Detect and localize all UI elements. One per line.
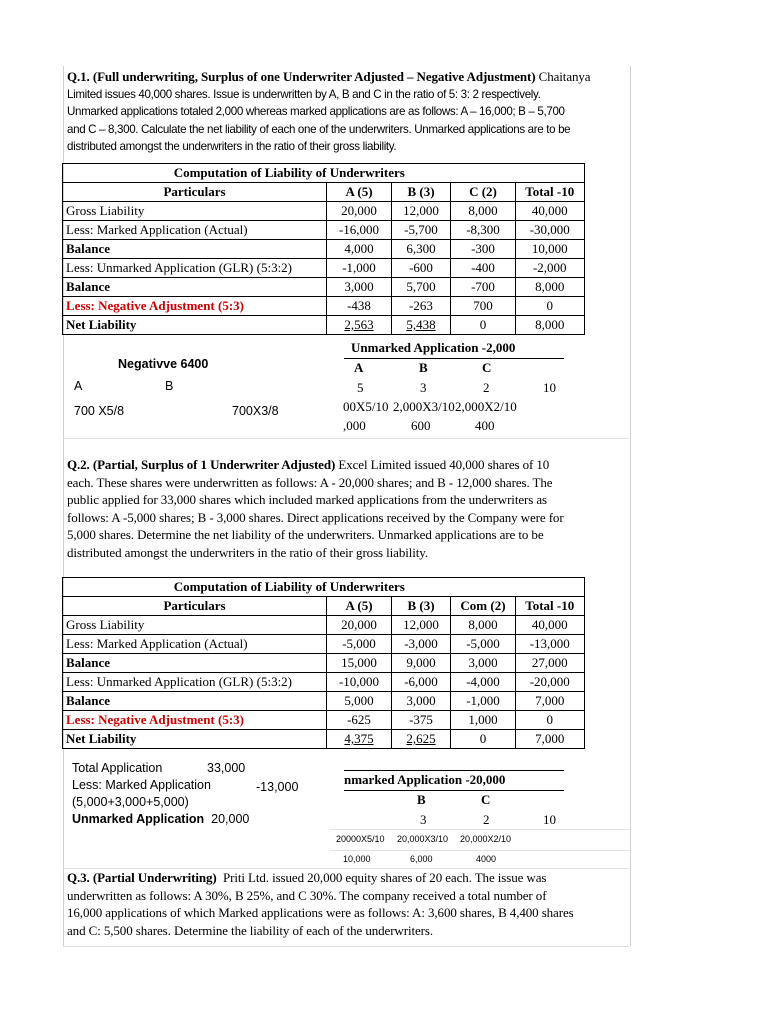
cell: -263 xyxy=(392,297,451,316)
table-header-row xyxy=(63,183,585,202)
table-row xyxy=(63,297,585,316)
row-label: Balance xyxy=(63,654,327,673)
cell: 8,000 xyxy=(516,278,585,297)
q2-ratio-b: 3 xyxy=(420,812,427,827)
cell: -300 xyxy=(451,240,516,259)
grid-row-line xyxy=(330,829,629,830)
grid-row-line xyxy=(63,438,629,439)
cell: 0 xyxy=(451,730,516,749)
note-a-calc: 700 X5/8 xyxy=(74,404,125,418)
q1-formula-b: 2,000X3/10 xyxy=(393,399,455,414)
q2-result-a: 10,000 xyxy=(343,854,371,864)
q2-text-0: Excel Limited issued 40,000 shares of 10 xyxy=(338,457,550,472)
table-row xyxy=(63,711,585,730)
cell: -375 xyxy=(392,711,451,730)
q1-heading: Q.1. (Full underwriting, Surplus of one Underwriter Adjusted – Negative Adjustment) xyxy=(67,69,536,84)
q2-formula-c: 20,000X2/10 xyxy=(460,834,512,844)
q2-line-2: each. These shares were underwritten as follows: A - 20,000 shares; and B - 12,000 shares. The xyxy=(67,474,553,490)
note-a-label: A xyxy=(74,379,83,393)
cell: 2,563 xyxy=(327,316,392,335)
q3-heading: Q.3. (Partial Underwriting) xyxy=(67,870,217,885)
table-row xyxy=(63,654,585,673)
cell: -1,000 xyxy=(327,259,392,278)
cell: 12,000 xyxy=(392,616,451,635)
q2-ratio-c: 2 xyxy=(483,812,490,827)
q2-unmarked-col-b: B xyxy=(417,792,426,807)
table-title: Computation of Liability of Underwriters xyxy=(63,578,516,597)
q2-unmarked-rule xyxy=(344,790,564,791)
row-label: Less: Negative Adjustment (5:3) xyxy=(63,711,327,730)
header-com: Com (2) xyxy=(451,597,516,616)
row-label: Less: Negative Adjustment (5:3) xyxy=(63,297,327,316)
cell: -6,000 xyxy=(392,673,451,692)
less-marked-detail: (5,000+3,000+5,000) xyxy=(72,795,189,809)
q2-heading: Q.2. (Partial, Surplus of 1 Underwriter Adjusted) xyxy=(67,457,336,472)
table-row xyxy=(63,240,585,259)
header-a: A (5) xyxy=(327,597,392,616)
cell: 0 xyxy=(516,711,585,730)
total-application-value: 33,000 xyxy=(207,761,246,775)
cell: 6,300 xyxy=(392,240,451,259)
table-row xyxy=(63,316,585,335)
unmarked-application-line xyxy=(72,812,249,826)
cell: -600 xyxy=(392,259,451,278)
total-application-label: Total Application xyxy=(72,761,163,775)
q1-result-a: ,000 xyxy=(343,418,366,433)
q2-line-5: 5,000 shares. Determine the net liability of the underwriters. Unmarked applications are to be xyxy=(67,527,544,542)
q2-line-3: public applied for 33,000 shares which included marked applications from the underwriters as xyxy=(67,492,547,507)
header-particulars: Particulars xyxy=(63,597,327,616)
note-b-calc: 700X3/8 xyxy=(232,404,279,418)
q3-question xyxy=(67,869,629,939)
table-row xyxy=(63,730,585,749)
cell: 40,000 xyxy=(516,616,585,635)
cell: 5,438 xyxy=(392,316,451,335)
q3-line-1 xyxy=(67,869,629,887)
table-row xyxy=(63,259,585,278)
cell: 9,000 xyxy=(392,654,451,673)
cell: 27,000 xyxy=(516,654,585,673)
row-label: Less: Unmarked Application (GLR) (5:3:2) xyxy=(63,673,327,692)
q2-formula-a: 20000X5/10 xyxy=(336,834,385,844)
row-label: Less: Marked Application (Actual) xyxy=(63,221,327,240)
q2-ratio-total: 10 xyxy=(543,812,556,827)
cell: -5,700 xyxy=(392,221,451,240)
q1-liability-table xyxy=(62,163,585,335)
row-label: Net Liability xyxy=(63,316,327,335)
header-b: B (3) xyxy=(392,597,451,616)
q2-line-6: distributed amongst the underwriters in the ratio of their gross liability. xyxy=(67,544,429,560)
title-filler xyxy=(516,578,585,597)
title-filler xyxy=(516,164,585,183)
row-label: Gross Liability xyxy=(63,202,327,221)
cell: 7,000 xyxy=(516,692,585,711)
header-total: Total -10 xyxy=(516,597,585,616)
q2-unmarked-col-c: C xyxy=(481,792,491,807)
q1-formula-c: 2,000X2/10 xyxy=(455,399,517,414)
q2-line-4: follows: A -5,000 shares; B - 3,000 shares. Direct applications received by the Company were for xyxy=(67,509,564,525)
table-row xyxy=(63,692,585,711)
cell: 4,375 xyxy=(327,730,392,749)
cell: 3,000 xyxy=(327,278,392,297)
table-row xyxy=(63,616,585,635)
header-c: C (2) xyxy=(451,183,516,202)
q1-line-3: Unmarked applications totaled 2,000 whereas marked applications are as follows: A – 16,000; B – 5,700 xyxy=(67,105,565,118)
q1-ratio-b: 3 xyxy=(420,380,427,395)
note-b-label: B xyxy=(165,379,174,393)
cell: -1,000 xyxy=(451,692,516,711)
cell: -438 xyxy=(327,297,392,316)
cell: 8,000 xyxy=(451,202,516,221)
q2-line-1 xyxy=(67,456,629,474)
cell: -30,000 xyxy=(516,221,585,240)
cell: -13,000 xyxy=(516,635,585,654)
less-marked-value: -13,000 xyxy=(256,780,299,794)
q1-ratio-c: 2 xyxy=(483,380,490,395)
row-label: Net Liability xyxy=(63,730,327,749)
q1-ratio-a: 5 xyxy=(357,380,364,395)
cell: 3,000 xyxy=(392,692,451,711)
negative-note: Negativve 6400 xyxy=(118,357,209,371)
cell: 5,700 xyxy=(392,278,451,297)
table-row xyxy=(63,635,585,654)
header-a: A (5) xyxy=(327,183,392,202)
cell: -3,000 xyxy=(392,635,451,654)
q2-unmarked-top-rule xyxy=(344,770,564,771)
q1-line-4: and C – 8,300. Calculate the net liability of each one of the underwriters. Unmarked applications are to be xyxy=(67,122,571,136)
cell: 8,000 xyxy=(451,616,516,635)
q1-unmarked-col-a: A xyxy=(354,360,364,375)
q3-text-0: Priti Ltd. issued 20,000 equity shares of 20 each. The issue was xyxy=(222,870,547,885)
q1-result-c: 400 xyxy=(475,418,495,433)
q1-text-0: Chaitanya xyxy=(538,69,591,84)
cell: 20,000 xyxy=(327,202,392,221)
cell: 15,000 xyxy=(327,654,392,673)
table-row xyxy=(63,673,585,692)
row-label: Balance xyxy=(63,278,327,297)
q1-unmarked-col-c: C xyxy=(482,360,492,375)
cell: 700 xyxy=(451,297,516,316)
cell: 5,000 xyxy=(327,692,392,711)
cell: -4,000 xyxy=(451,673,516,692)
cell: -16,000 xyxy=(327,221,392,240)
table-row xyxy=(63,202,585,221)
q2-result-b: 6,000 xyxy=(410,854,433,864)
table-row xyxy=(63,221,585,240)
cell: 7,000 xyxy=(516,730,585,749)
row-label: Balance xyxy=(63,240,327,259)
header-b: B (3) xyxy=(392,183,451,202)
cell: -5,000 xyxy=(327,635,392,654)
q1-unmarked-title: Unmarked Application -2,000 xyxy=(351,340,516,355)
cell: 10,000 xyxy=(516,240,585,259)
q2-result-c: 4000 xyxy=(476,854,497,864)
cell: 20,000 xyxy=(327,616,392,635)
row-label: Balance xyxy=(63,692,327,711)
table-row xyxy=(63,278,585,297)
cell: 0 xyxy=(516,297,585,316)
cell: 2,625 xyxy=(392,730,451,749)
cell: 1,000 xyxy=(451,711,516,730)
cell: -625 xyxy=(327,711,392,730)
q3-line-2: underwritten as follows: A 30%, B 25%, and C 30%. The company received a total number of xyxy=(67,887,547,903)
q1-question xyxy=(67,68,629,156)
table-title-row xyxy=(63,164,585,183)
cell: -10,000 xyxy=(327,673,392,692)
less-marked-label: Less: Marked Application xyxy=(72,778,211,792)
row-label: Less: Unmarked Application (GLR) (5:3:2) xyxy=(63,259,327,278)
q1-line-2: Limited issues 40,000 shares. Issue is underwritten by A, B and C in the ratio of 5: 3: 2 respectively. xyxy=(67,87,541,101)
q2-liability-table xyxy=(62,577,585,749)
header-particulars: Particulars xyxy=(63,183,327,202)
table-title: Computation of Liability of Underwriters xyxy=(63,164,516,183)
row-label: Gross Liability xyxy=(63,616,327,635)
q3-line-3: 16,000 applications of which Marked applications were as follows: A: 3,600 shares, B 4,400 shares xyxy=(67,905,574,920)
cell: 8,000 xyxy=(516,316,585,335)
q1-unmarked-rule xyxy=(344,358,564,359)
row-label: Less: Marked Application (Actual) xyxy=(63,635,327,654)
cell: -700 xyxy=(451,278,516,297)
unmarked-application-label: Unmarked Application xyxy=(72,812,205,826)
unmarked-application-value: 20,000 xyxy=(211,812,250,826)
q3-line-4: and C: 5,500 shares. Determine the liability of each of the underwriters. xyxy=(67,922,433,938)
cell: 40,000 xyxy=(516,202,585,221)
q1-line-1 xyxy=(67,68,629,86)
table-header-row xyxy=(63,597,585,616)
cell: -8,300 xyxy=(451,221,516,240)
q2-unmarked-title: nmarked Application -20,000 xyxy=(344,772,506,787)
cell: 0 xyxy=(451,316,516,335)
q1-formula-a: 00X5/10 xyxy=(343,399,389,414)
cell: -20,000 xyxy=(516,673,585,692)
header-total: Total -10 xyxy=(516,183,585,202)
cell: -400 xyxy=(451,259,516,278)
grid-row-line xyxy=(63,946,629,947)
q2-formula-b: 20,000X3/10 xyxy=(397,834,449,844)
q2-question xyxy=(67,456,629,561)
table-title-row xyxy=(63,578,585,597)
cell: 4,000 xyxy=(327,240,392,259)
q1-result-b: 600 xyxy=(411,418,431,433)
q1-ratio-total: 10 xyxy=(543,380,556,395)
q1-unmarked-col-b: B xyxy=(419,360,428,375)
cell: -5,000 xyxy=(451,635,516,654)
cell: -2,000 xyxy=(516,259,585,278)
grid-row-line xyxy=(330,850,629,851)
cell: 3,000 xyxy=(451,654,516,673)
cell: 12,000 xyxy=(392,202,451,221)
q1-line-5: distributed amongst the underwriters in the ratio of their gross liability. xyxy=(67,140,397,153)
